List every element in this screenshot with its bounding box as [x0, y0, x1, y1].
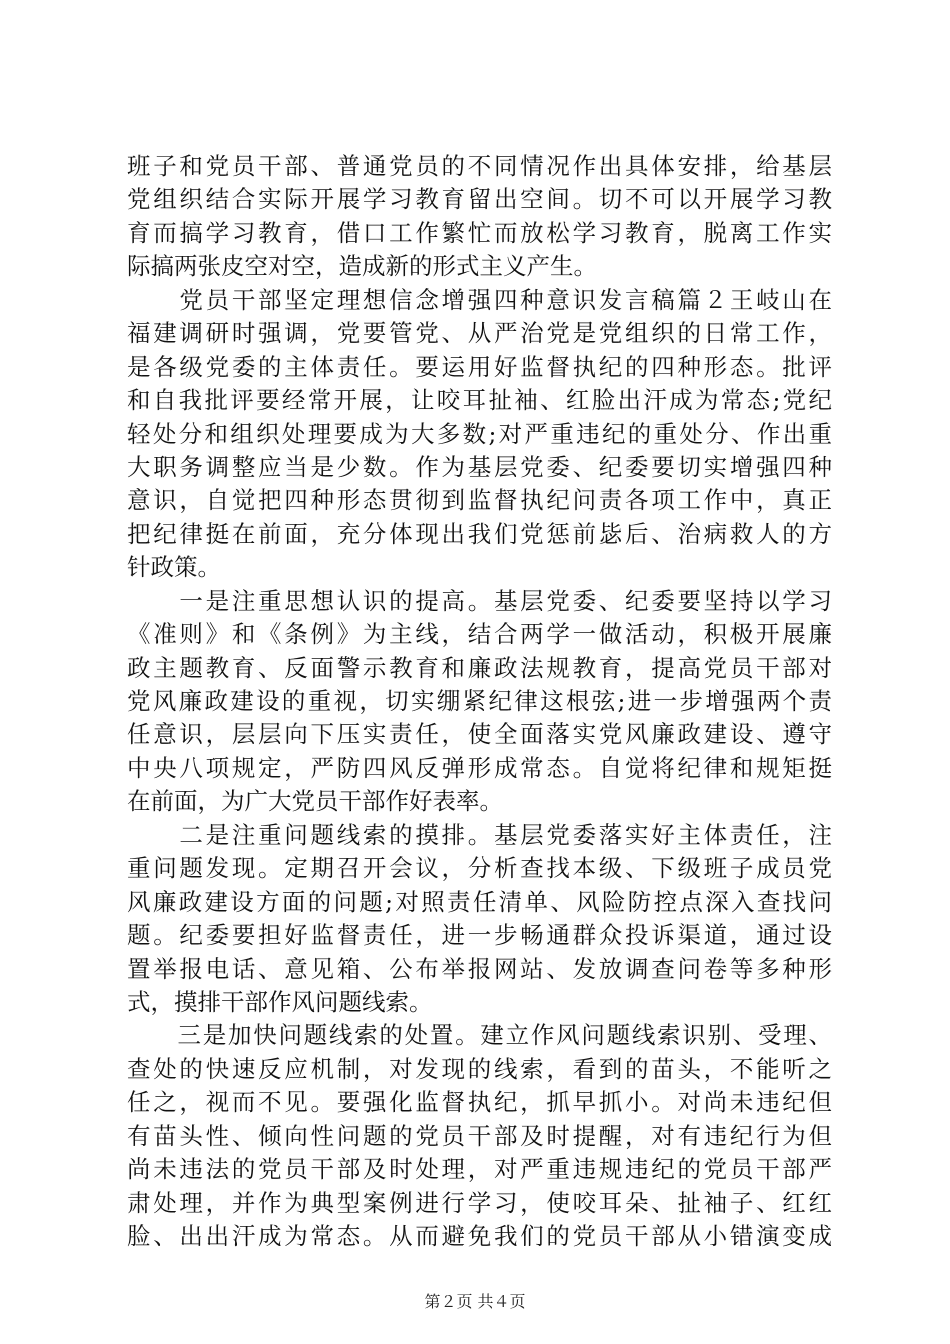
text-line: 意识，自觉把四种形态贯彻到监督执纪问责各项工作中，真正 — [127, 486, 832, 515]
text-line: 置举报电话、意见箱、公布举报网站、发放调查问卷等多种形 — [127, 954, 832, 983]
text-line: 育而搞学习教育，借口工作繁忙而放松学习教育，脱离工作实 — [127, 218, 832, 247]
text-line: 式，摸排干部作风问题线索。 — [127, 987, 433, 1016]
text-line: 大职务调整应当是少数。作为基层党委、纪委要切实增强四种 — [127, 452, 832, 481]
text-line: 党组织结合实际开展学习教育留出空间。切不可以开展学习教 — [127, 185, 832, 214]
text-line: 针政策。 — [127, 553, 221, 582]
text-line: 《准则》和《条例》为主线，结合两学一做活动，积极开展廉 — [127, 620, 832, 649]
text-line: 风廉政建设方面的问题;对照责任清单、风险防控点深入查找问 — [127, 887, 832, 916]
text-line: 三是加快问题线索的处置。建立作风问题线索识别、受理、 — [127, 1021, 832, 1050]
text-line: 把纪律挺在前面，充分体现出我们党惩前毖后、治病救人的方 — [127, 519, 832, 548]
text-line: 任意识，层层向下压实责任，使全面落实党风廉政建设、遵守 — [127, 720, 832, 749]
text-line: 党员干部坚定理想信念增强四种意识发言稿篇２王岐山在 — [127, 285, 832, 314]
text-line: 脸、出出汗成为常态。从而避免我们的党员干部从小错演变成 — [127, 1222, 832, 1250]
text-line: 一是注重思想认识的提高。基层党委、纪委要坚持以学习 — [127, 586, 832, 615]
document-body — [127, 150, 832, 1253]
text-line: 重问题发现。定期召开会议，分析查找本级、下级班子成员党 — [127, 854, 832, 883]
text-line: 题。纪委要担好监督责任，进一步畅通群众投诉渠道，通过设 — [127, 921, 832, 950]
text-line: 尚未违法的党员干部及时处理，对严重违规违纪的党员干部严 — [127, 1155, 832, 1184]
text-line: 查处的快速反应机制，对发现的线索，看到的苗头，不能听之 — [127, 1054, 832, 1083]
text-line: 和自我批评要经常开展，让咬耳扯袖、红脸出汗成为常态;党纪 — [127, 386, 832, 415]
text-line: 是各级党委的主体责任。要运用好监督执纪的四种形态。批评 — [127, 352, 832, 381]
text-line: 班子和党员干部、普通党员的不同情况作出具体安排，给基层 — [127, 152, 832, 180]
text-line: 在前面，为广大党员干部作好表率。 — [127, 787, 503, 816]
text-line: 福建调研时强调，党要管党、从严治党是党组织的日常工作， — [127, 319, 832, 348]
text-line: 轻处分和组织处理要成为大多数;对严重违纪的重处分、作出重 — [127, 419, 832, 448]
text-line: 政主题教育、反面警示教育和廉政法规教育，提高党员干部对 — [127, 653, 832, 682]
text-line: 际搞两张皮空对空，造成新的形式主义产生。 — [127, 252, 597, 281]
text-line: 二是注重问题线索的摸排。基层党委落实好主体责任，注 — [127, 820, 832, 849]
text-line: 党风廉政建设的重视，切实绷紧纪律这根弦;进一步增强两个责 — [127, 687, 832, 715]
text-line: 肃处理，并作为典型案例进行学习，使咬耳朵、扯袖子、红红 — [127, 1188, 832, 1217]
text-line: 任之，视而不见。要强化监督执纪，抓早抓小。对尚未违纪但 — [127, 1088, 832, 1117]
page-number: 第２页 共４页 — [424, 1292, 526, 1311]
text-line: 中央八项规定，严防四风反弹形成常态。自觉将纪律和规矩挺 — [127, 753, 832, 782]
text-line: 有苗头性、倾向性问题的党员干部及时提醒，对有违纪行为但 — [127, 1121, 832, 1150]
